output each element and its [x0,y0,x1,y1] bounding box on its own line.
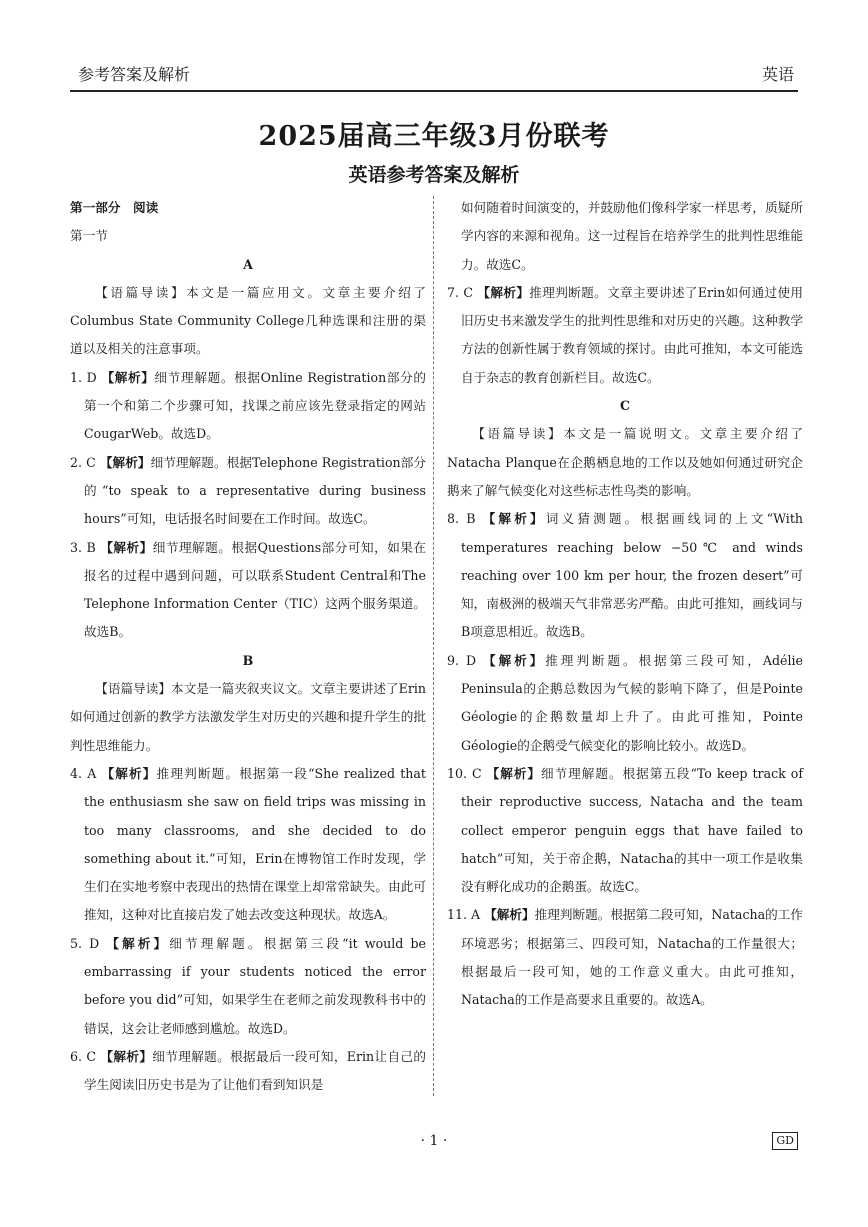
answer-number: 9. D [447,652,477,668]
answer-number: 6. C [70,1048,97,1064]
analysis-tag: 【解析】 [100,1048,153,1064]
left-column [70,194,426,1100]
part-title: 第一部分 阅读 [70,200,159,215]
answer-text: 细节理解题。根据第五段“To keep track of their reproductive success, Natacha and the team collect emperor penguin eggs that have failed to hatch”可知，关于帝企鹅，Natacha的其中一项工作是收集没有孵化成功的企鹅蛋。故选C。 [461,765,803,895]
analysis-tag: 【解析】 [483,652,546,668]
passage-a-guide: 【语篇导读】本文是一篇应用文。文章主要介绍了Columbus State Community College几种选课和注册的渠道以及相关的注意事项。 [70,284,426,357]
answer-number: 7. C [447,284,474,300]
answer-item [447,901,803,1014]
analysis-tag: 【解析】 [100,539,153,555]
answer-text: 细节理解题。根据第三段“it would be embarrassing if your students noticed the error before you did”可知，如果学生在老师之前发现教科书中的错误，这会让老师感到尴尬。故选D。 [84,935,427,1036]
answer-item [447,505,803,646]
region-code-badge: GD [772,1132,798,1150]
answer-item [70,1043,426,1100]
passage-a-letter: A [243,256,253,272]
answer-text: 推理判断题。根据第二段可知，Natacha的工作环境恶劣；根据第三、四段可知，Natacha的工作量很大；根据最后一段可知，她的工作意义重大。由此可推知，Natacha的工作是高要求且重要的。故选A。 [461,907,803,1008]
passage-c-letter: C [619,398,631,414]
answer-text: 细节理解题。根据Online Registration部分的第一个和第二个步骤可知，找课之前应该先登录指定的网站CougarWeb。故选D。 [84,369,427,442]
answer-text: 细节理解题。根据Telephone Registration部分的“to speak to a representative during business hours”可知，电话报名时间要在工作时间。故选C。 [84,454,427,527]
answer-item [70,930,426,1043]
analysis-tag: 【解析】 [482,511,546,527]
analysis-tag: 【解析】 [486,765,542,781]
answer-text: 细节理解题。根据Questions部分可知，如果在报名的过程中遇到问题，可以联系Student Central和The Telephone Information Center（TIC）这两个服务渠道。故选B。 [84,539,426,640]
page-header [70,56,798,92]
answer-item [70,449,426,534]
answer-continuation: 如何随着时间演变的，并鼓励他们像科学家一样思考，质疑所学内容的来源和视角。这一过程旨在培养学生的批判性思维能力。故选C。 [461,200,803,272]
answer-item [70,534,426,647]
right-column [447,194,803,1015]
answer-text: 推理判断题。文章主要讲述了Erin如何通过使用旧历史书来激发学生的批判性思维和对历史的兴趣。这种教学方法的创新性属于教育领域的探讨。由此可推知，本文可能选自于杂志的教育创新栏目。故选C。 [461,284,804,385]
analysis-tag: 【解析】 [477,284,530,300]
answer-number: 2. C [70,454,96,470]
answer-number: 10. C [447,765,482,781]
answer-text: 推理判断题。根据第三段可知，Adélie Peninsula的企鹅总数因为气候的影响下降了，但是Pointe Géologie的企鹅数量却上升了。由此可推知，Pointe Géologie的企鹅受气候变化的影响比较小。故选D。 [461,652,803,753]
answer-item [447,760,803,901]
answer-text: 词义猜测题。根据画线词的上文“With temperatures reaching below −50℃ and winds reaching over 100 km per hour, the frozen desert”可知，南极洲的极端天气非常恶劣严酷。由此可推知，画线词与B项意思相近。故选B。 [461,511,803,640]
answer-item [447,647,803,760]
answer-item [447,279,803,392]
passage-b-letter: B [242,652,254,668]
answer-item [70,760,426,930]
answer-number: 11. A [447,907,481,923]
page-number: · 1 · [420,1133,448,1149]
header-left-label: 参考答案及解析 [78,65,191,84]
analysis-tag: 【解析】 [99,454,151,470]
passage-b-guide: 【语篇导读】本文是一篇夹叙夹议文。文章主要讲述了Erin如何通过创新的教学方法激发学生对历史的兴趣和提升学生的批判性思维能力。 [70,681,426,753]
passage-c-guide: 【语篇导读】本文是一篇说明文。文章主要介绍了Natacha Planque在企鹅栖息地的工作以及她如何通过研究企鹅来了解气候变化对这些标志性鸟类的影响。 [447,426,803,498]
answer-number: 1. D [70,369,97,385]
analysis-tag: 【解析】 [101,765,157,781]
answer-text: 细节理解题。根据最后一段可知，Erin让自己的学生阅读旧历史书是为了让他们看到知识是 [84,1048,427,1093]
analysis-tag: 【解析】 [484,907,535,923]
header-subject-label: 英语 [761,65,794,84]
document-subtitle: 英语参考答案及解析 [348,164,520,186]
document-title: 2025届高三年级3月份联考 [258,121,610,152]
analysis-tag: 【解析】 [106,935,170,951]
section-title: 第一节 [70,228,108,244]
answer-number: 8. B [447,511,476,527]
answer-text: 推理判断题。根据第一段“She realized that the enthusiasm she saw on field trips was missing in too many classrooms, and she decided to do something about it.”可知，Erin在博物馆工作时发现，学生们在实地考察中表现出的热情在课堂上却常常缺失。由此可推知，这种对比直接启发了她去改变这种现状。故选A。 [84,765,426,923]
answer-number: 5. D [70,935,100,951]
analysis-tag: 【解析】 [101,369,155,385]
answer-number: 4. A [70,765,97,781]
answer-number: 3. B [70,539,96,555]
answer-item [70,364,426,449]
column-divider [433,196,434,1096]
